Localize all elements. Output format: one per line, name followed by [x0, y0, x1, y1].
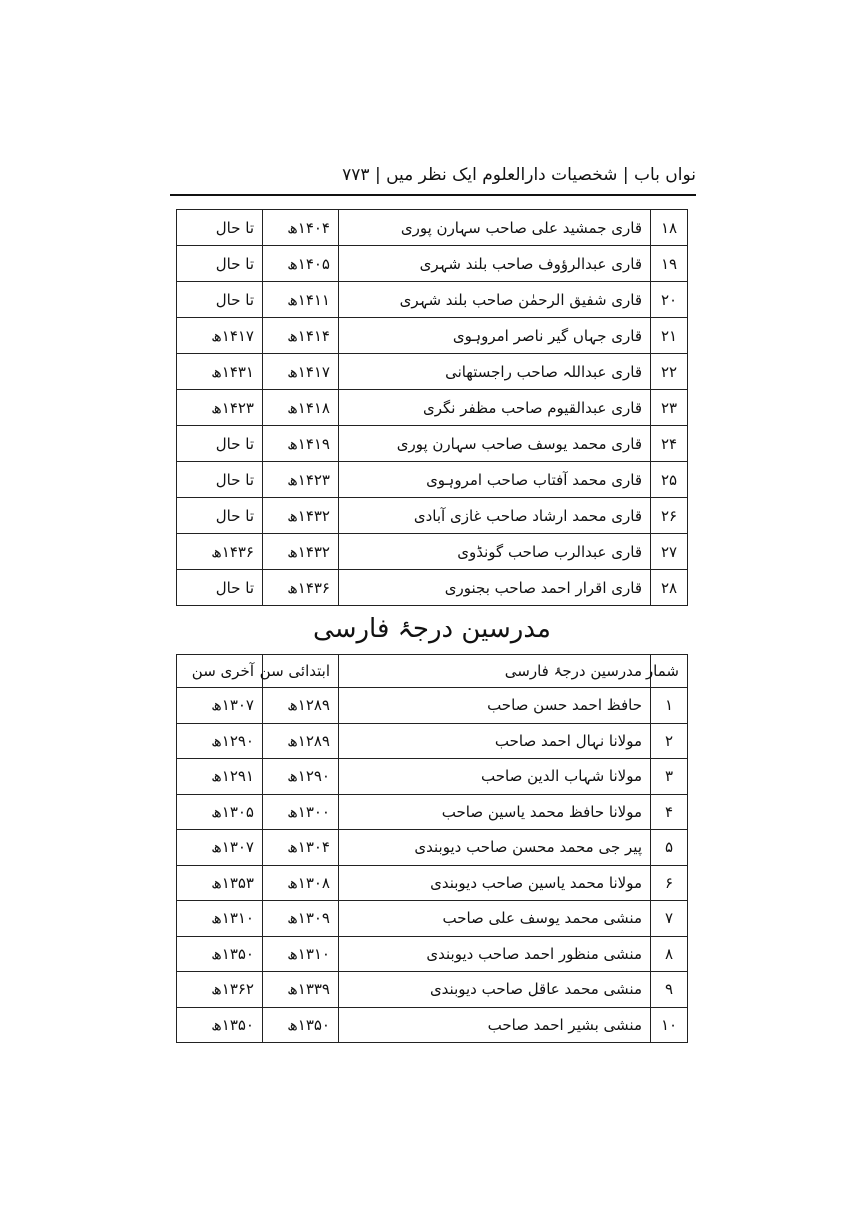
start-year: ۱۳۱۰ھ [263, 936, 339, 972]
row-number: ۸ [651, 936, 688, 972]
start-year: ۱۳۰۰ھ [263, 794, 339, 830]
row-number: ۵ [651, 830, 688, 866]
row-number: ۲۲ [651, 354, 688, 390]
row-number: ۱ [651, 688, 688, 724]
teacher-name: مولانا نہال احمد صاحب [339, 723, 651, 759]
table-row [177, 1007, 688, 1043]
table-row [177, 498, 688, 534]
row-number: ۲۷ [651, 534, 688, 570]
row-number: ۹ [651, 972, 688, 1008]
teacher-name: قاری عبدالرب صاحب گونڈوی [339, 534, 651, 570]
table-row [177, 246, 688, 282]
end-year: ۱۲۹۰ھ [177, 723, 263, 759]
teacher-name: قاری عبداللہ صاحب راجستھانی [339, 354, 651, 390]
start-year: ۱۴۱۸ھ [263, 390, 339, 426]
row-number: ۲۵ [651, 462, 688, 498]
teacher-name: حافظ احمد حسن صاحب [339, 688, 651, 724]
row-number: ۱۹ [651, 246, 688, 282]
teacher-name: قاری شفیق الرحمٰن صاحب بلند شہری [339, 282, 651, 318]
start-year: ۱۳۳۹ھ [263, 972, 339, 1008]
end-year: ۱۳۰۵ھ [177, 794, 263, 830]
teacher-name: مولانا شہاب الدین صاحب [339, 759, 651, 795]
teacher-name: منشی منظور احمد صاحب دیوبندی [339, 936, 651, 972]
start-year: ۱۳۰۴ھ [263, 830, 339, 866]
end-year: ۱۳۶۲ھ [177, 972, 263, 1008]
row-number: ۲۶ [651, 498, 688, 534]
start-year: ۱۴۱۴ھ [263, 318, 339, 354]
teacher-name: منشی بشیر احمد صاحب [339, 1007, 651, 1043]
teacher-name: قاری محمد یوسف صاحب سہارن پوری [339, 426, 651, 462]
end-year: ۱۳۰۷ھ [177, 830, 263, 866]
row-number: ۲۳ [651, 390, 688, 426]
table-row [177, 972, 688, 1008]
teacher-name: قاری محمد آفتاب صاحب امروہوی [339, 462, 651, 498]
table-row [177, 688, 688, 724]
row-number: ۲۸ [651, 570, 688, 606]
table-row [177, 570, 688, 606]
start-year: ۱۴۳۲ھ [263, 498, 339, 534]
end-year: ۱۴۳۶ھ [177, 534, 263, 570]
start-year: ۱۲۹۰ھ [263, 759, 339, 795]
table-row [177, 462, 688, 498]
end-year: ۱۳۰۷ھ [177, 688, 263, 724]
table-row [177, 723, 688, 759]
start-year: ۱۴۳۲ھ [263, 534, 339, 570]
row-number: ۷ [651, 901, 688, 937]
table-row [177, 865, 688, 901]
row-number: ۱۸ [651, 210, 688, 246]
header-end: آخری سن [177, 655, 263, 688]
end-year: ۱۲۹۱ھ [177, 759, 263, 795]
table-row [177, 759, 688, 795]
table-row [177, 901, 688, 937]
end-year: ۱۴۲۳ھ [177, 390, 263, 426]
header-rule [170, 194, 696, 196]
table-row [177, 282, 688, 318]
header-num: شمار [651, 655, 688, 688]
start-year: ۱۴۰۴ھ [263, 210, 339, 246]
row-number: ۳ [651, 759, 688, 795]
table-row [177, 390, 688, 426]
end-year: ۱۳۵۰ھ [177, 936, 263, 972]
table-row [177, 426, 688, 462]
start-year: ۱۴۱۷ھ [263, 354, 339, 390]
end-year: تا حال [177, 426, 263, 462]
end-year: تا حال [177, 246, 263, 282]
start-year: ۱۴۰۵ھ [263, 246, 339, 282]
teacher-name: منشی محمد یوسف علی صاحب [339, 901, 651, 937]
end-year: ۱۳۵۳ھ [177, 865, 263, 901]
start-year: ۱۳۰۹ھ [263, 901, 339, 937]
teacher-name: قاری اقرار احمد صاحب بجنوری [339, 570, 651, 606]
start-year: ۱۲۸۹ھ [263, 723, 339, 759]
row-number: ۲۱ [651, 318, 688, 354]
table-header-row [177, 655, 688, 688]
start-year: ۱۴۳۶ھ [263, 570, 339, 606]
teacher-name: قاری عبدالرؤوف صاحب بلند شہری [339, 246, 651, 282]
teacher-name: قاری جہاں گیر ناصر امروہوی [339, 318, 651, 354]
teacher-name: پیر جی محمد محسن صاحب دیوبندی [339, 830, 651, 866]
teacher-name: قاری محمد ارشاد صاحب غازی آبادی [339, 498, 651, 534]
end-year: ۱۳۵۰ھ [177, 1007, 263, 1043]
table-row [177, 830, 688, 866]
start-year: ۱۲۸۹ھ [263, 688, 339, 724]
start-year: ۱۴۲۳ھ [263, 462, 339, 498]
row-number: ۲ [651, 723, 688, 759]
table-row [177, 318, 688, 354]
end-year: تا حال [177, 498, 263, 534]
table-row [177, 354, 688, 390]
table-row [177, 794, 688, 830]
header-name: مدرسین درجۂ فارسی [339, 655, 651, 688]
teacher-name: قاری جمشید علی صاحب سہارن پوری [339, 210, 651, 246]
section-title: مدرسین درجۂ فارسی [313, 614, 551, 644]
table-row [177, 534, 688, 570]
row-number: ۲۴ [651, 426, 688, 462]
qurra-table-continued [176, 209, 688, 606]
teacher-name: مولانا حافظ محمد یاسین صاحب [339, 794, 651, 830]
end-year: ۱۳۱۰ھ [177, 901, 263, 937]
header-start: ابتدائی سن [263, 655, 339, 688]
teacher-name: مولانا محمد یاسین صاحب دیوبندی [339, 865, 651, 901]
teacher-name: قاری عبدالقیوم صاحب مظفر نگری [339, 390, 651, 426]
row-number: ۴ [651, 794, 688, 830]
running-header: نواں باب | شخصیات دارالعلوم ایک نظر میں | ۷۷۳ [342, 165, 696, 185]
start-year: ۱۳۵۰ھ [263, 1007, 339, 1043]
end-year: ۱۴۳۱ھ [177, 354, 263, 390]
teacher-name: منشی محمد عاقل صاحب دیوبندی [339, 972, 651, 1008]
row-number: ۶ [651, 865, 688, 901]
end-year: تا حال [177, 570, 263, 606]
start-year: ۱۴۱۹ھ [263, 426, 339, 462]
end-year: تا حال [177, 282, 263, 318]
start-year: ۱۳۰۸ھ [263, 865, 339, 901]
table-row [177, 210, 688, 246]
table-row [177, 936, 688, 972]
end-year: تا حال [177, 462, 263, 498]
start-year: ۱۴۱۱ھ [263, 282, 339, 318]
end-year: ۱۴۱۷ھ [177, 318, 263, 354]
row-number: ۱۰ [651, 1007, 688, 1043]
end-year: تا حال [177, 210, 263, 246]
persian-teachers-table [176, 654, 688, 1043]
row-number: ۲۰ [651, 282, 688, 318]
